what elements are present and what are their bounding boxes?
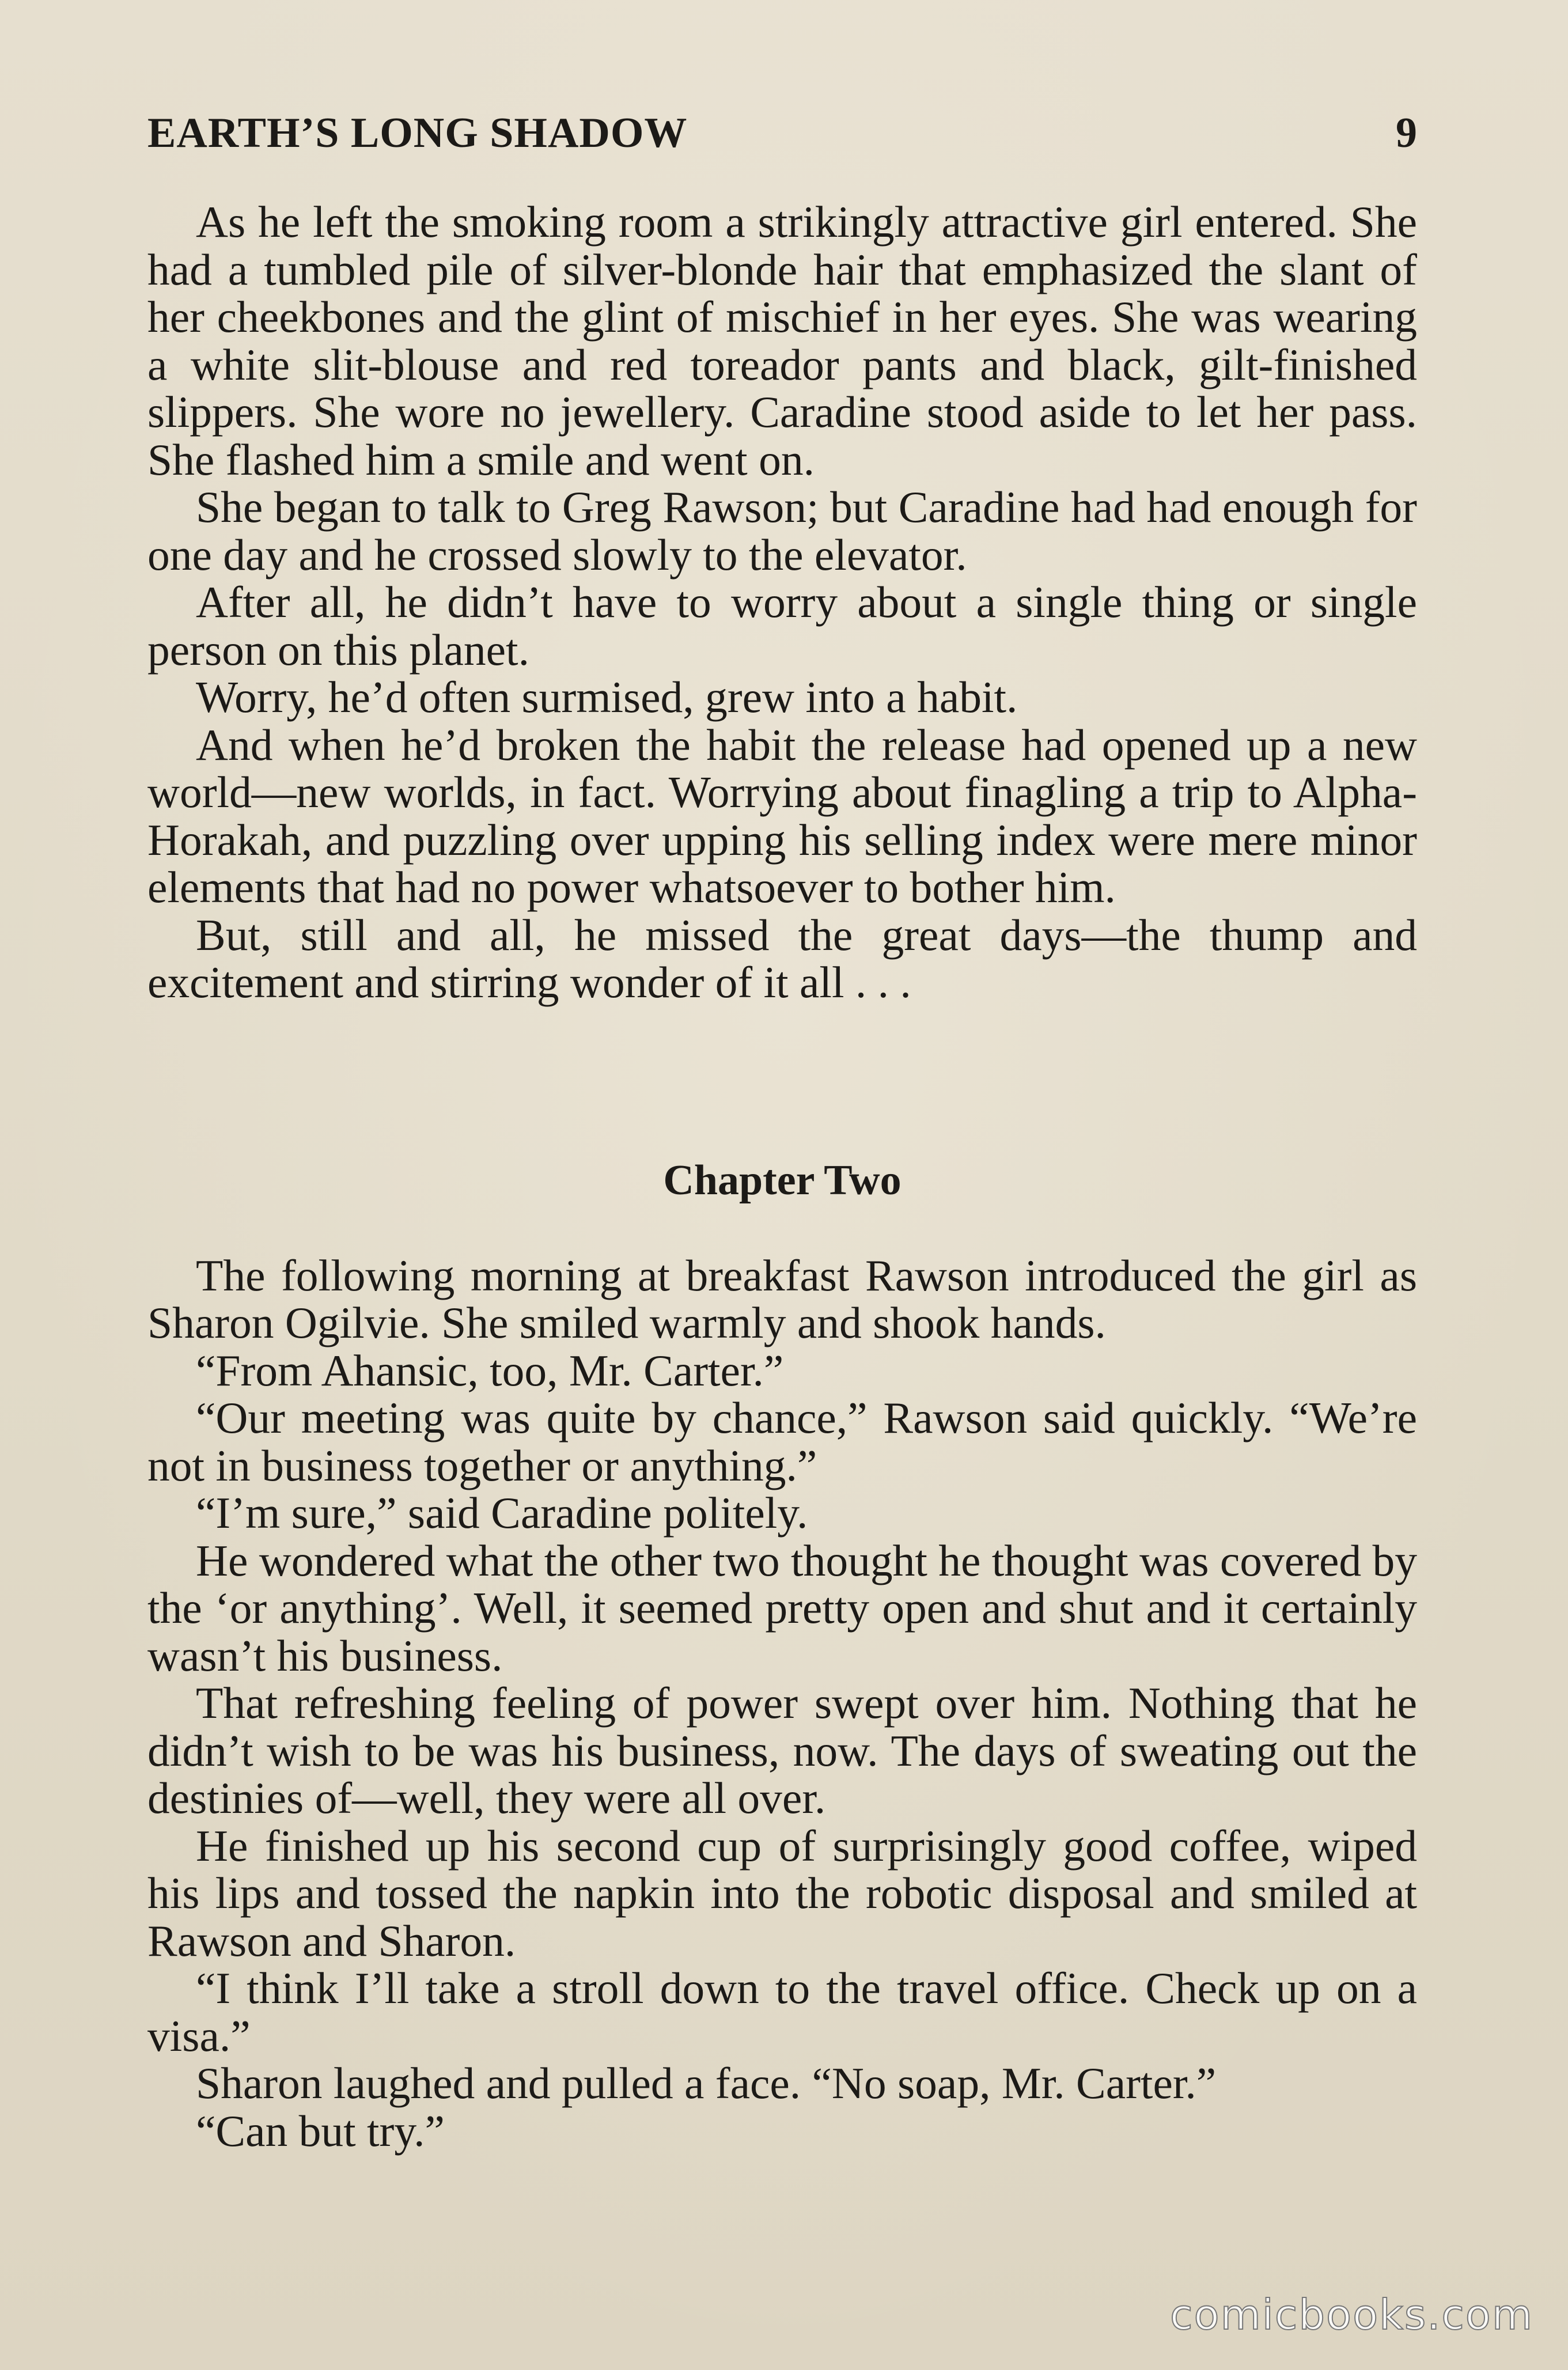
running-title: EARTH’S LONG SHADOW [147,109,688,157]
running-head [147,101,1417,165]
page-number: 9 [1396,109,1417,157]
paragraph: “Can but try.” [196,2106,445,2156]
paragraph: After all, he didn’t have to worry about a single thing or single person on this planet. [147,577,1417,675]
paragraph: “I think I’ll take a stroll down to the travel office. Check up on a visa.” [147,1963,1417,2061]
watermark: comicbooks.com [1169,2291,1533,2339]
paragraph: Sharon laughed and pulled a face. “No soap, Mr. Carter.” [196,2058,1217,2108]
paragraph: “I’m sure,” said Caradine politely. [196,1488,808,1538]
paragraph: That refreshing feeling of power swept over him. Nothing that he didn’t wish to be was his business, now. The days of sweating out the destinies of—well, they were all over. [147,1678,1417,1823]
paragraph: “From Ahansic, too, Mr. Carter.” [196,1345,784,1395]
paragraph: The following morning at breakfast Rawson introduced the girl as Sharon Ogilvie. She smiled warmly and shook hands. [147,1250,1417,1347]
paragraph: As he left the smoking room a strikingly attractive girl entered. She had a tumbled pile of silver-blonde hair that emphasized the slant of her cheekbones and the glint of mischief in her eyes. She was wearing a white slit-blouse and red toreador pants and black, gilt-finished slippers. She wore no jewellery. Caradine stood aside to let her pass. She flashed him a smile and went on. [147,197,1417,484]
chapter-spacer [147,1006,1417,1155]
chapter-spacer [147,1206,1417,1252]
paragraph: She began to talk to Greg Rawson; but Caradine had had enough for one day and he crossed slowly to the elevator. [147,482,1417,580]
paragraph: Worry, he’d often surmised, grew into a habit. [196,672,1018,722]
paragraph: But, still and all, he missed the great days—the thump and excitement and stirring wonder of it all . . . [147,910,1417,1007]
body-text [147,198,1417,2155]
paragraph: He finished up his second cup of surprisingly good coffee, wiped his lips and tossed the napkin into the robotic disposal and smiled at Rawson and Sharon. [147,1820,1417,1966]
chapter-heading: Chapter Two [663,1156,902,1204]
paragraph: “Our meeting was quite by chance,” Rawson said quickly. “We’re not in business together or anything.” [147,1393,1417,1490]
paragraph: And when he’d broken the habit the release had opened up a new world—new worlds, in fact. Worrying about finagling a trip to Alpha-Horakah, and puzzling over upping his selling index were mere minor elements that had no power whatsoever to bother him. [147,720,1417,912]
paragraph: He wondered what the other two thought he thought was covered by the ‘or anything’. Well, it seemed pretty open and shut and it certainly wasn’t his business. [147,1535,1417,1680]
